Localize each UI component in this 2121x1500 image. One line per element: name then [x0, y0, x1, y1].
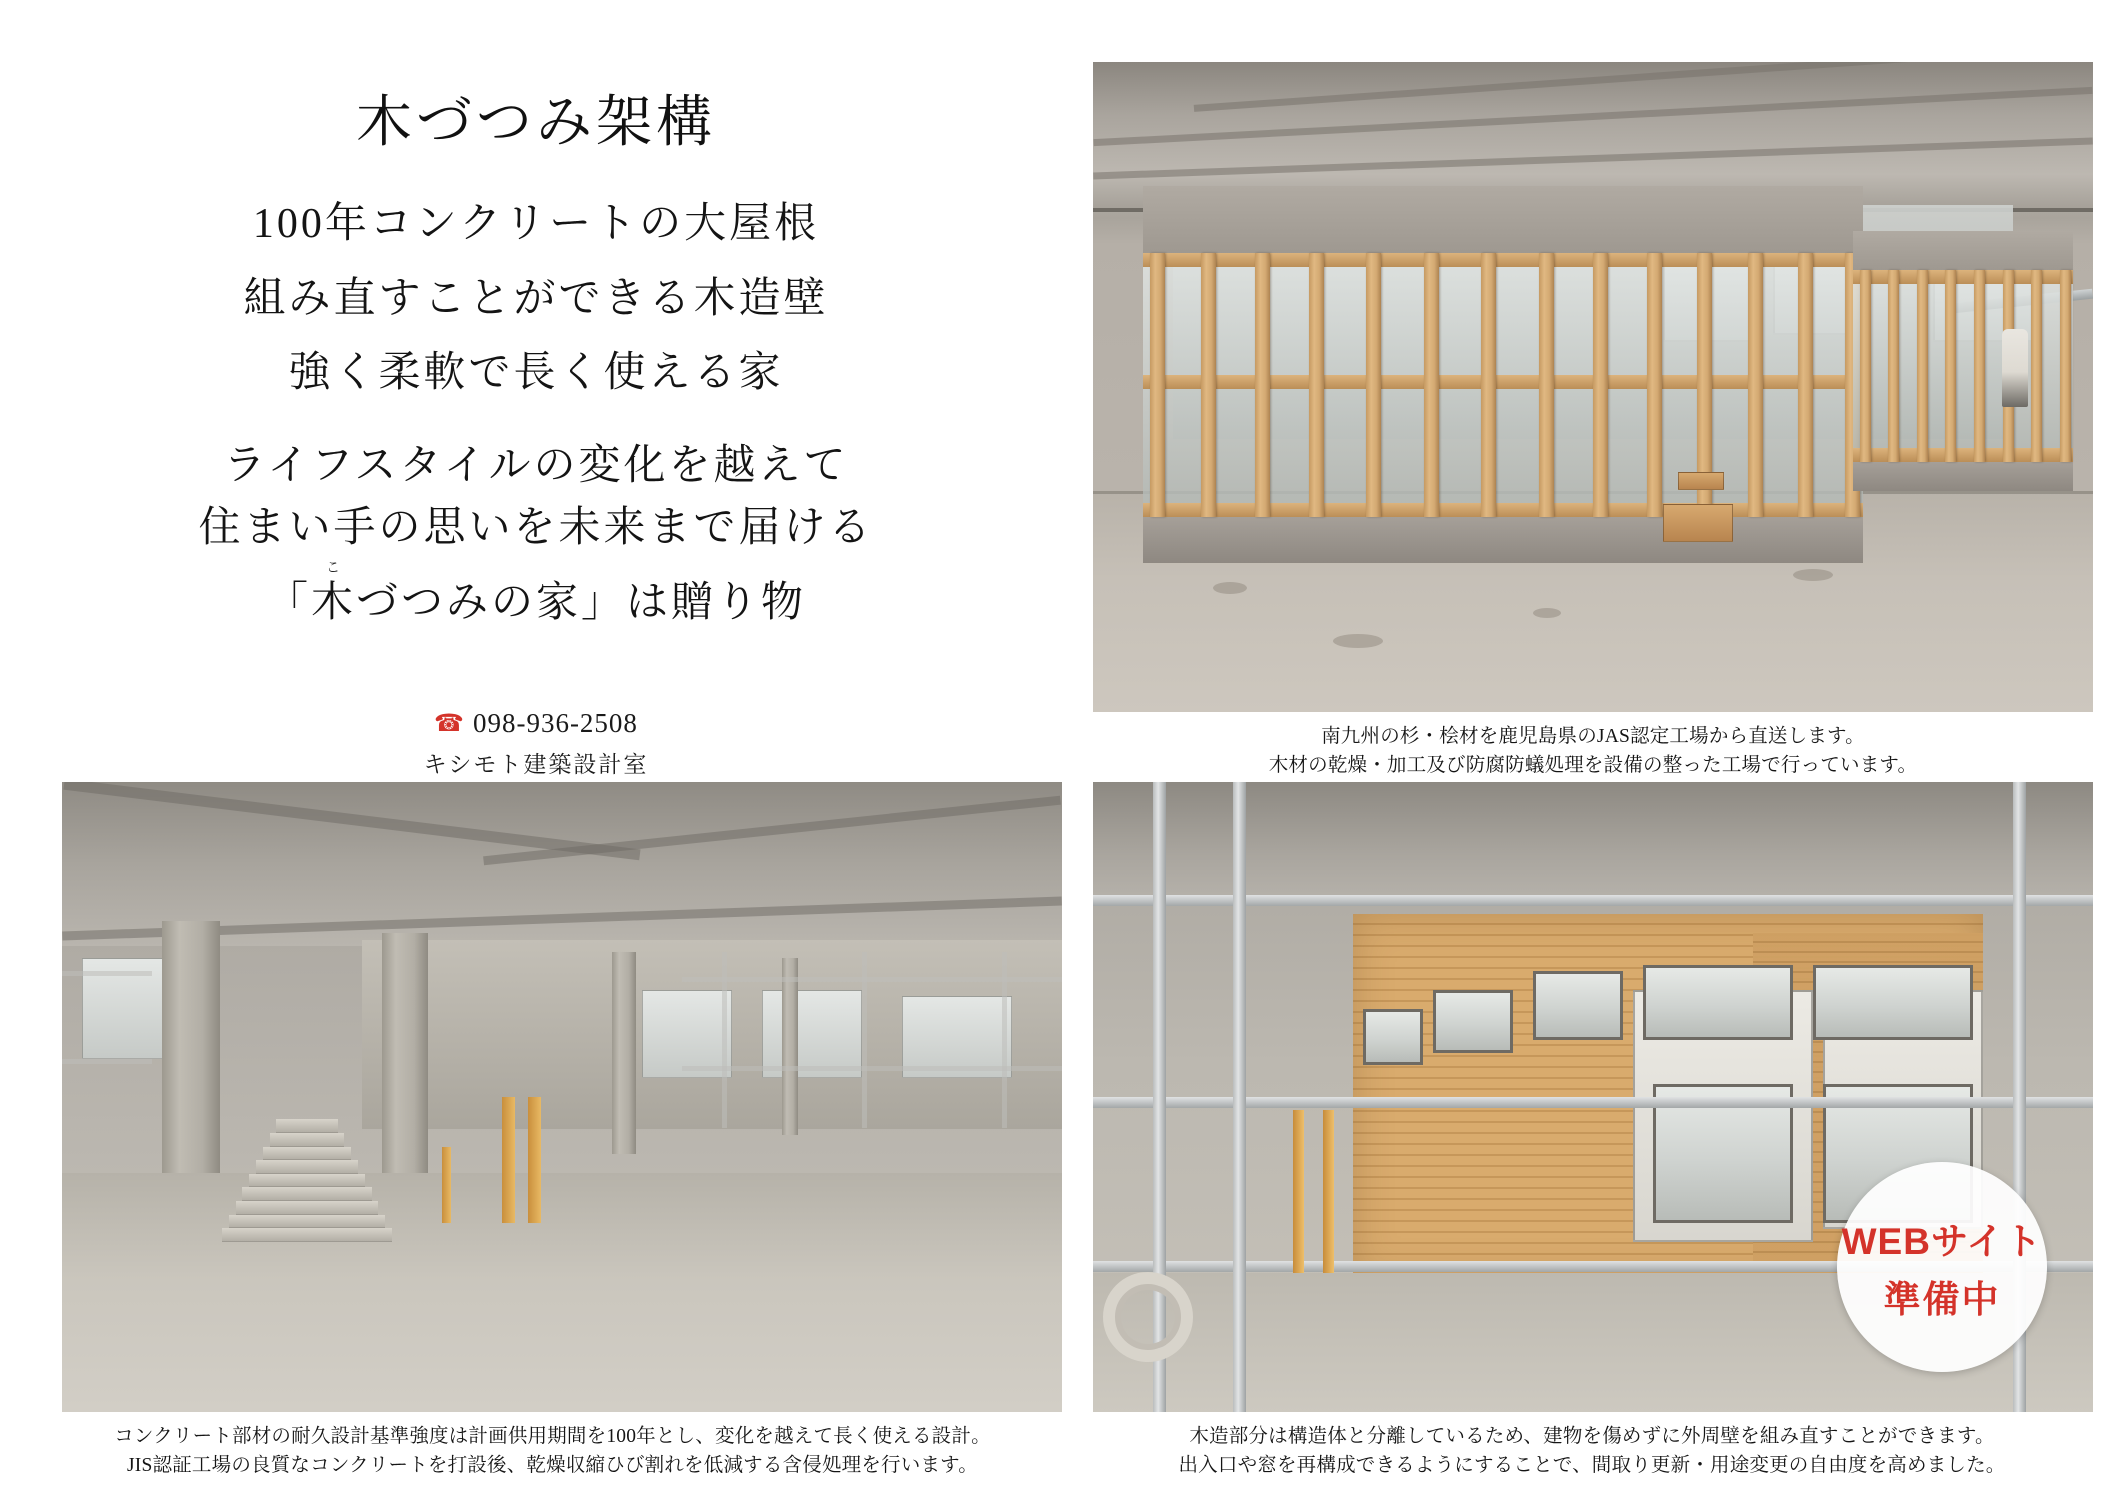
phone-icon: ☎ — [434, 710, 465, 737]
tagline-2: 組み直すことができる木造壁 — [243, 275, 829, 322]
scaffold-post-2 — [1233, 782, 1246, 1412]
photo-wood-frame-under-concrete-roof — [1093, 62, 2093, 712]
page-title: 木づつみ架構 — [356, 92, 716, 154]
tagline-3: 強く柔軟で長く使える家 — [288, 350, 784, 396]
tagline-5: 住まい手の思いを未来まで届ける — [198, 505, 874, 551]
scaffold-rail-2 — [62, 1059, 152, 1064]
caption-bottom-right-line2: 出入口や窓を再構成できるようにすることで、間取り更新・用途変更の自由度を高めました。 — [1178, 1455, 2006, 1477]
office-name: キシモト建築設計室 — [423, 751, 649, 777]
scaffold-rail-1 — [62, 971, 152, 976]
caption-bottom-left-line2: JIS認証工場の良質なコンクリートを打設後、乾燥収縮ひび割れを低減する含侵処理を行います。 — [127, 1455, 978, 1477]
material-crate-1 — [1663, 504, 1733, 542]
caption-bottom-left — [20, 1422, 1085, 1481]
step-ladder-1 — [502, 1097, 515, 1223]
step-ladder-3 — [442, 1147, 451, 1223]
wood-stud-wall-assembly — [1143, 186, 1863, 563]
tagline-4: ライフスタイルの変化を越えて — [223, 442, 849, 489]
concrete-column-4 — [782, 958, 798, 1134]
concrete-stairs — [222, 1091, 392, 1242]
phone-number: 098-936-2508 — [472, 708, 638, 738]
web-site-preparing-badge[interactable] — [1837, 1162, 2047, 1372]
scaffold-post-2 — [862, 952, 867, 1128]
contact-block — [424, 703, 649, 782]
caption-top-right-line2: 木材の乾燥・加工及び防腐防蟻処理を設備の整った工場で行っています。 — [1268, 755, 1918, 777]
wood-stud-wall-right — [1853, 231, 2073, 491]
material-crate-2 — [1678, 472, 1724, 490]
step-ladder-2 — [528, 1097, 541, 1223]
web-badge-line2: 準備中 — [1883, 1279, 2001, 1320]
caption-bottom-right — [1072, 1422, 2112, 1481]
window-2 — [1433, 990, 1513, 1053]
photo-concrete-frame-interior-with-stairs — [62, 782, 1062, 1412]
photo-exterior-wood-cladding-with-scaffolding — [1093, 782, 2093, 1412]
caption-bottom-right-line1: 木造部分は構造体と分離しているため、建物を傷めずに外周壁を組み直すことができます。 — [1189, 1426, 1995, 1447]
caption-top-right — [1093, 722, 2093, 781]
step-ladder-2 — [1323, 1110, 1334, 1274]
concrete-floor — [62, 1173, 1062, 1412]
concrete-column-3 — [612, 952, 636, 1154]
construction-worker — [2002, 329, 2028, 407]
tagline-ruby-line — [265, 560, 806, 630]
step-ladder-1 — [1293, 1110, 1304, 1274]
web-badge-line1: WEBサイト — [1841, 1221, 2043, 1262]
window-4 — [1643, 965, 1793, 1041]
tagline-1: 100年コンクリートの大屋根 — [252, 201, 820, 247]
scaffold-post-1 — [722, 952, 727, 1128]
window-1 — [1533, 971, 1623, 1040]
tagline-ruby-text: 「木づつみの家」は贈り物 — [265, 579, 806, 626]
caption-top-right-line1: 南九州の杉・桧材を鹿児島県のJAS認定工場から直送します。 — [1321, 726, 1865, 747]
window-5 — [1813, 965, 1973, 1041]
ruby-annotation: こ — [325, 560, 340, 576]
window-3 — [1363, 1009, 1423, 1066]
cable-coil — [1103, 1272, 1193, 1362]
caption-bottom-left-line1: コンクリート部材の耐久設計基準強度は計画供用期間を100年とし、変化を越えて長く使える設計。 — [114, 1426, 991, 1447]
phone-line — [424, 703, 649, 745]
scaffold-post-3 — [1002, 952, 1007, 1128]
text-panel — [0, 0, 1072, 777]
